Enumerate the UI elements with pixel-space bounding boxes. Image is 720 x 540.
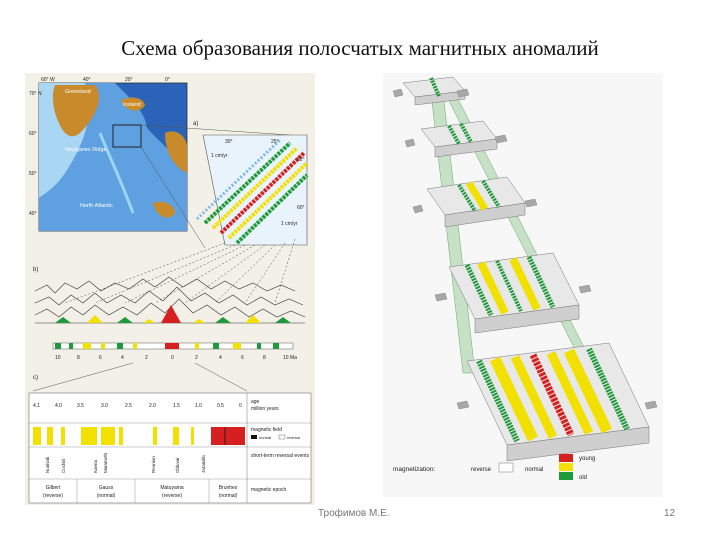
age-tick: 0.5 bbox=[217, 403, 224, 409]
panel-label-a: a) bbox=[193, 121, 199, 127]
legend-field: magnetic field bbox=[251, 427, 282, 433]
epoch-polarity: (reverse) bbox=[161, 493, 183, 499]
legend-reverse-label: reverse bbox=[471, 467, 492, 473]
map-lat-label: 70° N bbox=[29, 91, 42, 97]
map-lon-label: 20° bbox=[125, 77, 133, 83]
legend-field-normal: normal bbox=[259, 435, 272, 440]
map-place-label: Iceland bbox=[123, 102, 141, 108]
distance-tick: 8 bbox=[77, 355, 80, 361]
author: Трофимов М.Е. bbox=[318, 508, 390, 519]
panel-label-c: c) bbox=[33, 375, 38, 381]
legend-normal-label: normal bbox=[525, 467, 544, 473]
age-tick: 4.0 bbox=[55, 403, 62, 409]
legend-reverse-swatch bbox=[499, 463, 513, 472]
slide-title: Схема образования полосчатых магнитных аномалий bbox=[121, 36, 599, 60]
event-label: Nunivak bbox=[45, 456, 50, 473]
atlantic-map bbox=[39, 83, 187, 231]
inset-lon-label: 30° bbox=[225, 139, 233, 145]
block-stage-5 bbox=[467, 343, 649, 461]
age-tick: 2.5 bbox=[125, 403, 132, 409]
legend-mid-swatch bbox=[559, 463, 573, 471]
event-label: Reunion bbox=[151, 456, 156, 473]
anomaly-profile bbox=[35, 305, 305, 323]
inset-lat-label: 62° bbox=[297, 157, 305, 163]
legend-old-label: old bbox=[579, 475, 588, 481]
inset-arrow-label: 1 cm/yr bbox=[211, 153, 228, 159]
ridge-inset bbox=[197, 135, 307, 245]
age-tick: 3.0 bbox=[101, 403, 108, 409]
distance-tick: 2 bbox=[145, 355, 148, 361]
paleomagnetic-figure bbox=[25, 73, 315, 505]
epoch-name: Matuyama bbox=[160, 485, 184, 491]
polarity-strip bbox=[53, 343, 293, 349]
event-label: Kaena bbox=[93, 459, 98, 473]
age-tick: 1.0 bbox=[195, 403, 202, 409]
distance-scale bbox=[55, 355, 297, 361]
map-place-label: North Atlantic bbox=[80, 203, 113, 209]
legend-young-label: young bbox=[579, 456, 596, 462]
map-place-label: Greenland bbox=[65, 89, 91, 95]
epoch-polarity: (reverse) bbox=[42, 493, 64, 499]
map-lat-label: 60° bbox=[29, 131, 37, 137]
epoch-name: Gilbert bbox=[45, 485, 61, 491]
legend-age: age bbox=[251, 399, 260, 405]
distance-tick: 2 bbox=[195, 355, 198, 361]
correlation-lines bbox=[65, 239, 295, 303]
page-number: 12 bbox=[664, 508, 676, 519]
map-lon-label: 60° W bbox=[41, 77, 55, 83]
distance-tick: 8 bbox=[263, 355, 266, 361]
epoch-polarity: (normal) bbox=[218, 493, 238, 499]
event-label: Cochiti bbox=[61, 459, 66, 473]
block-stage-2 bbox=[421, 121, 497, 157]
legend-young-swatch bbox=[559, 454, 573, 462]
epoch-polarity: (normal) bbox=[96, 493, 116, 499]
seafloor-spreading-figure bbox=[383, 73, 663, 497]
map-lon-label: 40° bbox=[83, 77, 91, 83]
legend-field-reverse: reverse bbox=[287, 435, 301, 440]
legend-age-unit: million years bbox=[251, 406, 279, 412]
magnetization-legend bbox=[393, 454, 595, 481]
distance-tick: 4 bbox=[121, 355, 124, 361]
map-lat-label: 50° bbox=[29, 171, 37, 177]
legend-title: magnetization: bbox=[393, 466, 436, 473]
age-tick: 1.5 bbox=[173, 403, 180, 409]
map-place-label: Reykjanes Ridge bbox=[65, 147, 107, 153]
distance-tick: 6 bbox=[99, 355, 102, 361]
legend-old-swatch bbox=[559, 472, 573, 480]
distance-tick: 10 Ma bbox=[283, 355, 297, 361]
inset-lat-label: 60° bbox=[297, 205, 305, 211]
age-tick: 2.0 bbox=[149, 403, 156, 409]
event-label: Mammoth bbox=[103, 452, 108, 473]
panel-label-b: b) bbox=[33, 267, 39, 273]
event-label: Olduvai bbox=[175, 457, 180, 473]
seafloor-spreading-svg bbox=[383, 73, 663, 497]
distance-tick: 6 bbox=[241, 355, 244, 361]
distance-tick: 0 bbox=[171, 355, 174, 361]
legend-epoch: magnetic epoch bbox=[251, 487, 287, 493]
distance-tick: 4 bbox=[219, 355, 222, 361]
age-tick: 4.1 bbox=[33, 403, 40, 409]
epoch-name: Gauss bbox=[98, 485, 114, 491]
epoch-name: Brunhes bbox=[218, 485, 238, 491]
distance-tick: 10 bbox=[55, 355, 61, 361]
legend-reversal: short-term reversal events bbox=[251, 453, 310, 459]
inset-lon-label: 25° bbox=[271, 139, 279, 145]
map-lon-label: 0° bbox=[165, 77, 170, 83]
inset-arrow-label: 1 cm/yr bbox=[281, 221, 298, 227]
paleomagnetic-figure-svg bbox=[25, 73, 315, 505]
age-tick: 0 bbox=[239, 403, 242, 409]
map-lat-label: 40° bbox=[29, 211, 37, 217]
event-label: Jaramillo bbox=[201, 454, 206, 473]
age-tick: 3.5 bbox=[77, 403, 84, 409]
